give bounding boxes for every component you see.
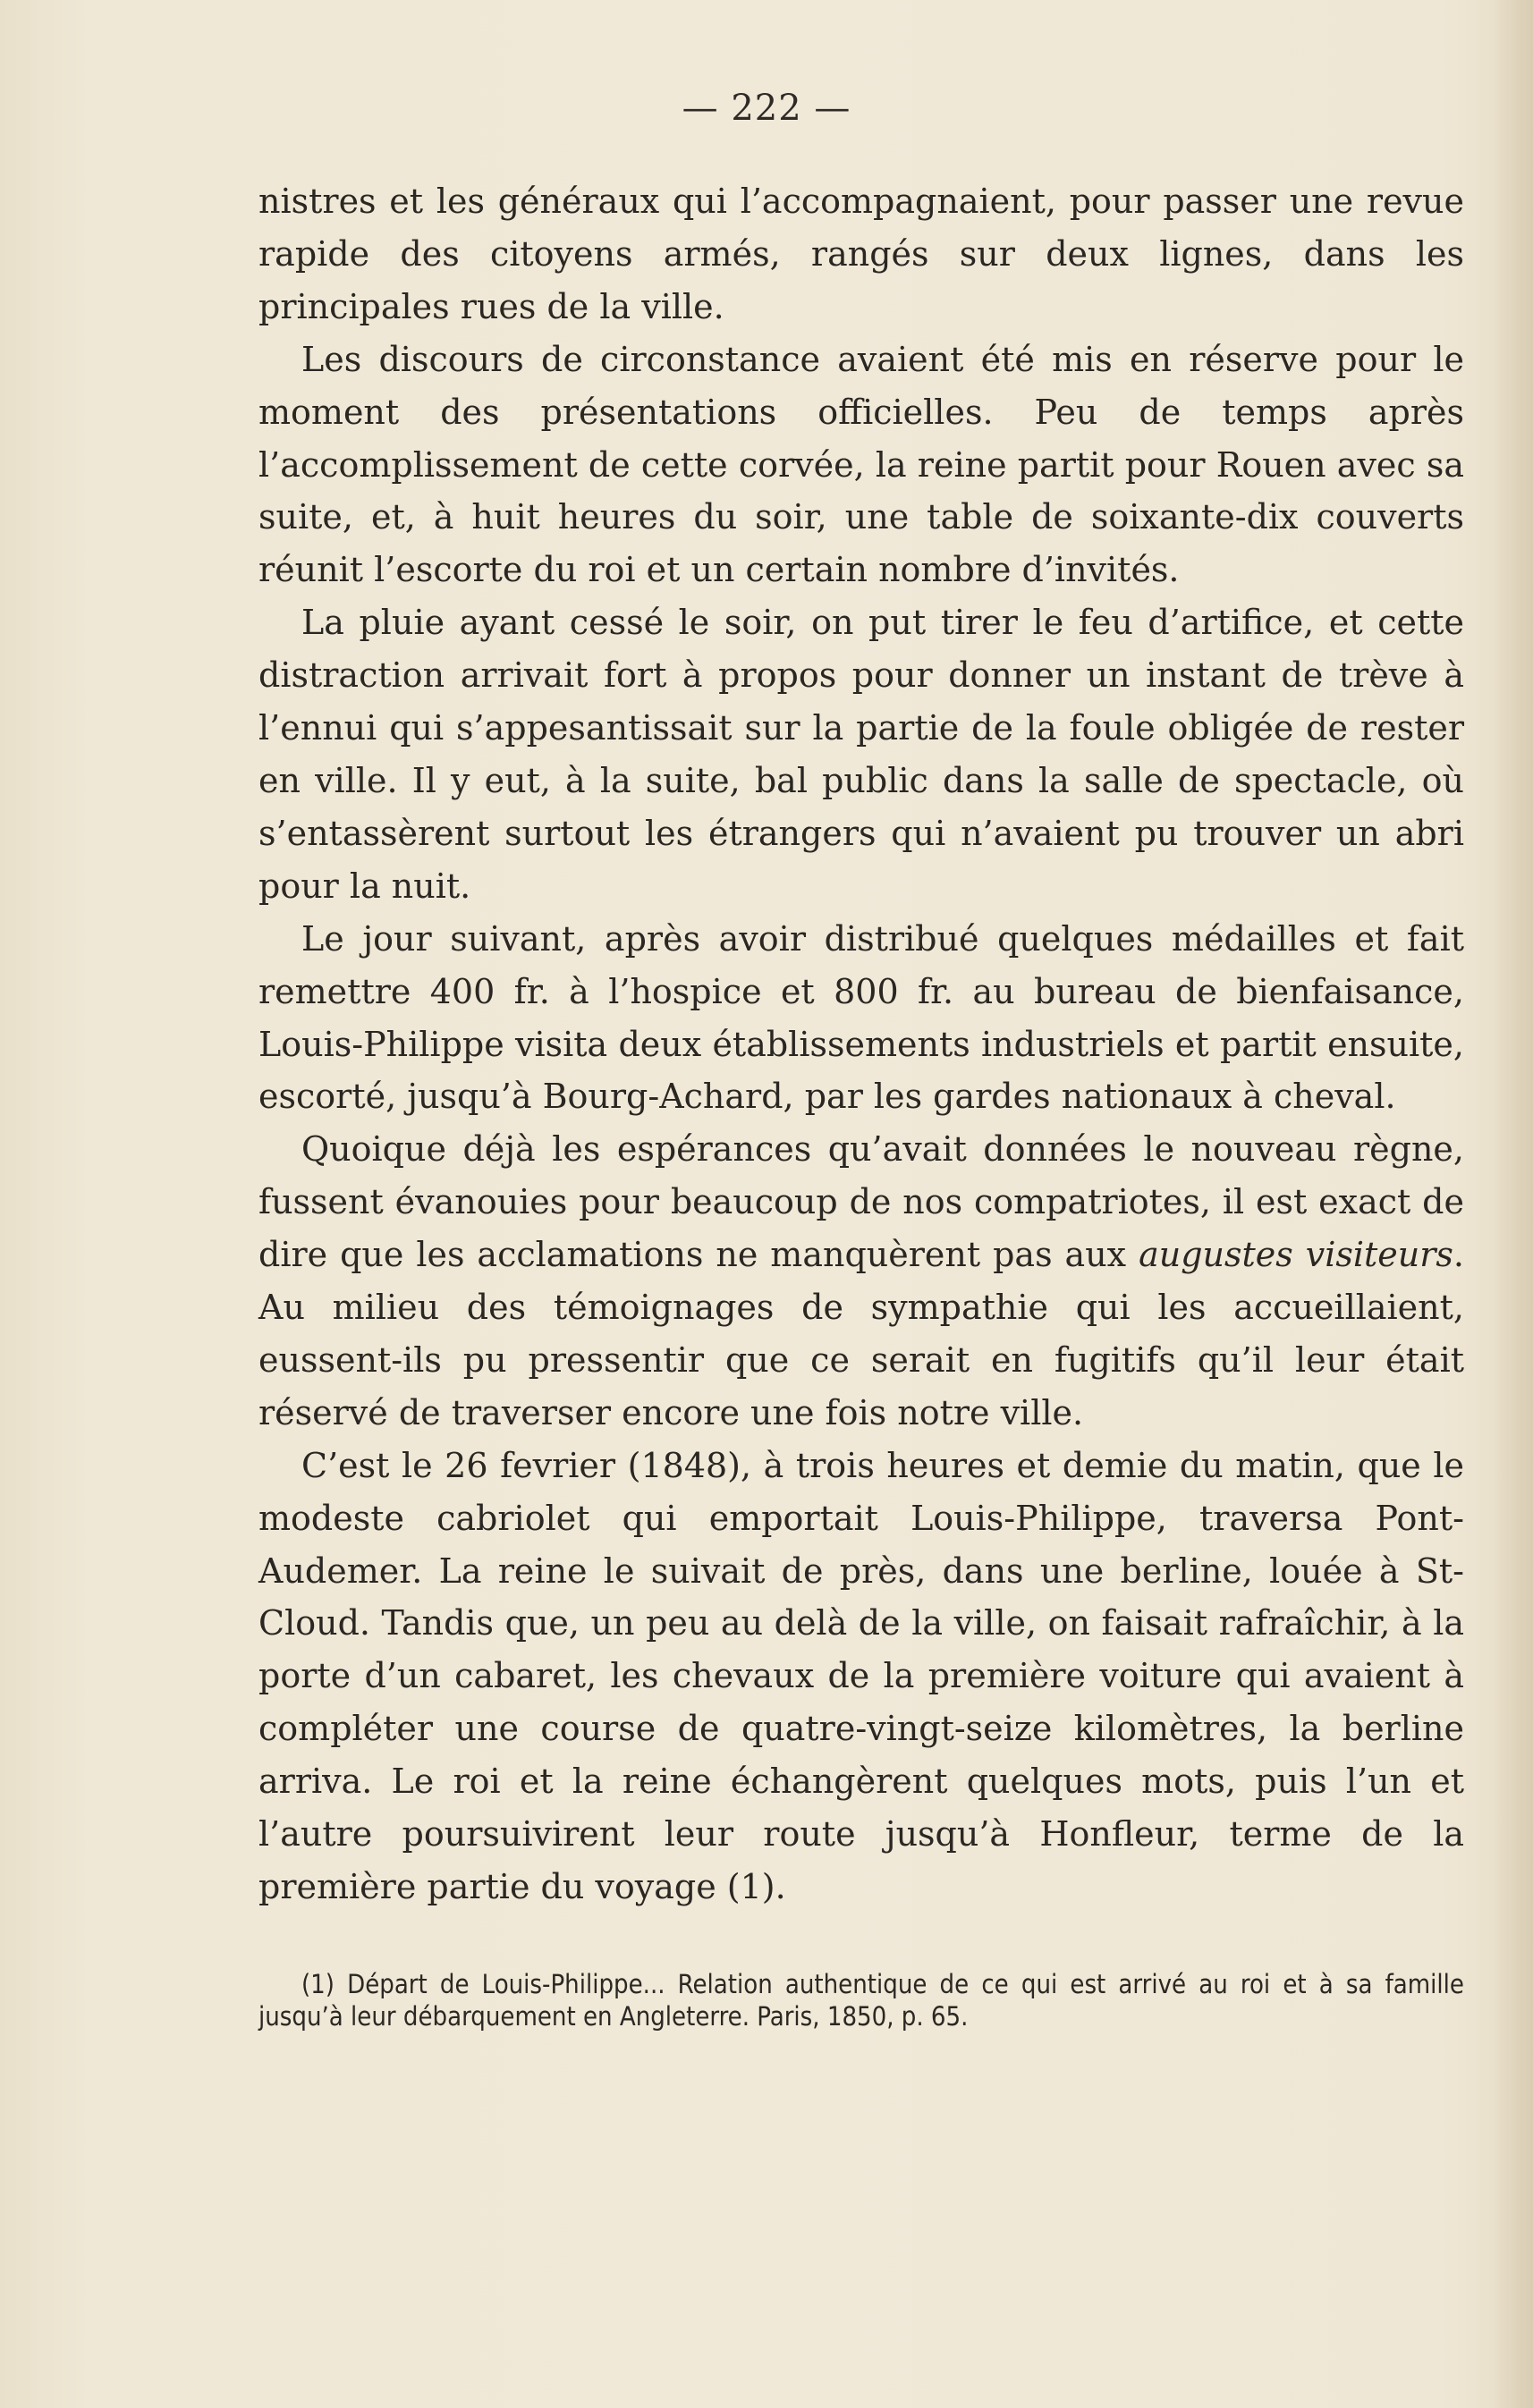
- paragraph-5-italic: augustes visiteurs: [1139, 1235, 1453, 1275]
- paragraph-6: C’est le 26 fevrier (1848), à trois heures et demie du matin, que le modeste cabriolet qui emportait Louis-Philippe, traversa Pont-Audemer. La reine le suivait de près, dans une berline, louée à St-Cloud. Tandis que, un peu au delà de la ville, on faisait rafraîchir, à la porte d’un cabaret, les chevaux de la première voiture qui avaient à compléter une course de quatre-vingt-seize kilomètres, la berline arriva. Le roi et la reine échangèrent quelques mots, puis l’un et l’autre poursuivirent leur route jusqu’à Honfleur, terme de la première partie du voyage (1).: [258, 1445, 1464, 1906]
- footnote: (1) Départ de Louis-Philippe... Relation authentique de ce qui est arrivé au roi et à sa famille jusqu’à leur débarquement en Angleterre. Paris, 1850, p. 65.: [258, 1969, 1464, 2032]
- paragraph-3: La pluie ayant cessé le soir, on put tirer le feu d’artifice, et cette distraction arrivait fort à propos pour donner un instant de trève à l’ennui qui s’appesantissait sur la partie de la foule obligée de rester en ville. Il y eut, à la suite, bal public dans la salle de spectacle, où s’entassèrent surtout les étrangers qui n’avaient pu trouver un abri pour la nuit.: [258, 603, 1464, 906]
- paragraph-5-end: . Au milieu des témoignages de sympathie qui les accueillaient, eussent-ils pu pressentir que ce serait en fugitifs qu’il leur était réservé de traverser encore une fois notre ville.: [258, 1235, 1464, 1432]
- body-text: [258, 175, 1464, 1914]
- paragraph-5: [258, 1123, 1464, 1439]
- paragraph-5-start: Quoique déjà les espérances qu’avait données le nouveau règne, fussent évanouies pour beaucoup de nos compatriotes, il est exact de dire que les acclamations ne manquèrent pas aux: [258, 1129, 1464, 1275]
- page-number: — 222 —: [682, 88, 851, 129]
- page-edge-shadow: [1492, 0, 1533, 2408]
- paragraph-2: Les discours de circonstance avaient été mis en réserve pour le moment des présentations officielles. Peu de temps après l’accomplissement de cette corvée, la reine partit pour Rouen avec sa suite, et, à huit heures du soir, une table de soixante-dix couverts réunit l’escorte du roi et un certain nombre d’invités.: [258, 339, 1464, 590]
- paragraph-4: Le jour suivant, après avoir distribué quelques médailles et fait remettre 400 fr. à l’hospice et 800 fr. au bureau de bienfaisance, Louis-Philippe visita deux établissements industriels et partit ensuite, escorté, jusqu’à Bourg-Achard, par les gardes nationaux à cheval.: [258, 918, 1464, 1117]
- paragraph-1: nistres et les généraux qui l’accompagnaient, pour passer une revue rapide des citoyens armés, rangés sur deux lignes, dans les principales rues de la ville.: [258, 182, 1464, 326]
